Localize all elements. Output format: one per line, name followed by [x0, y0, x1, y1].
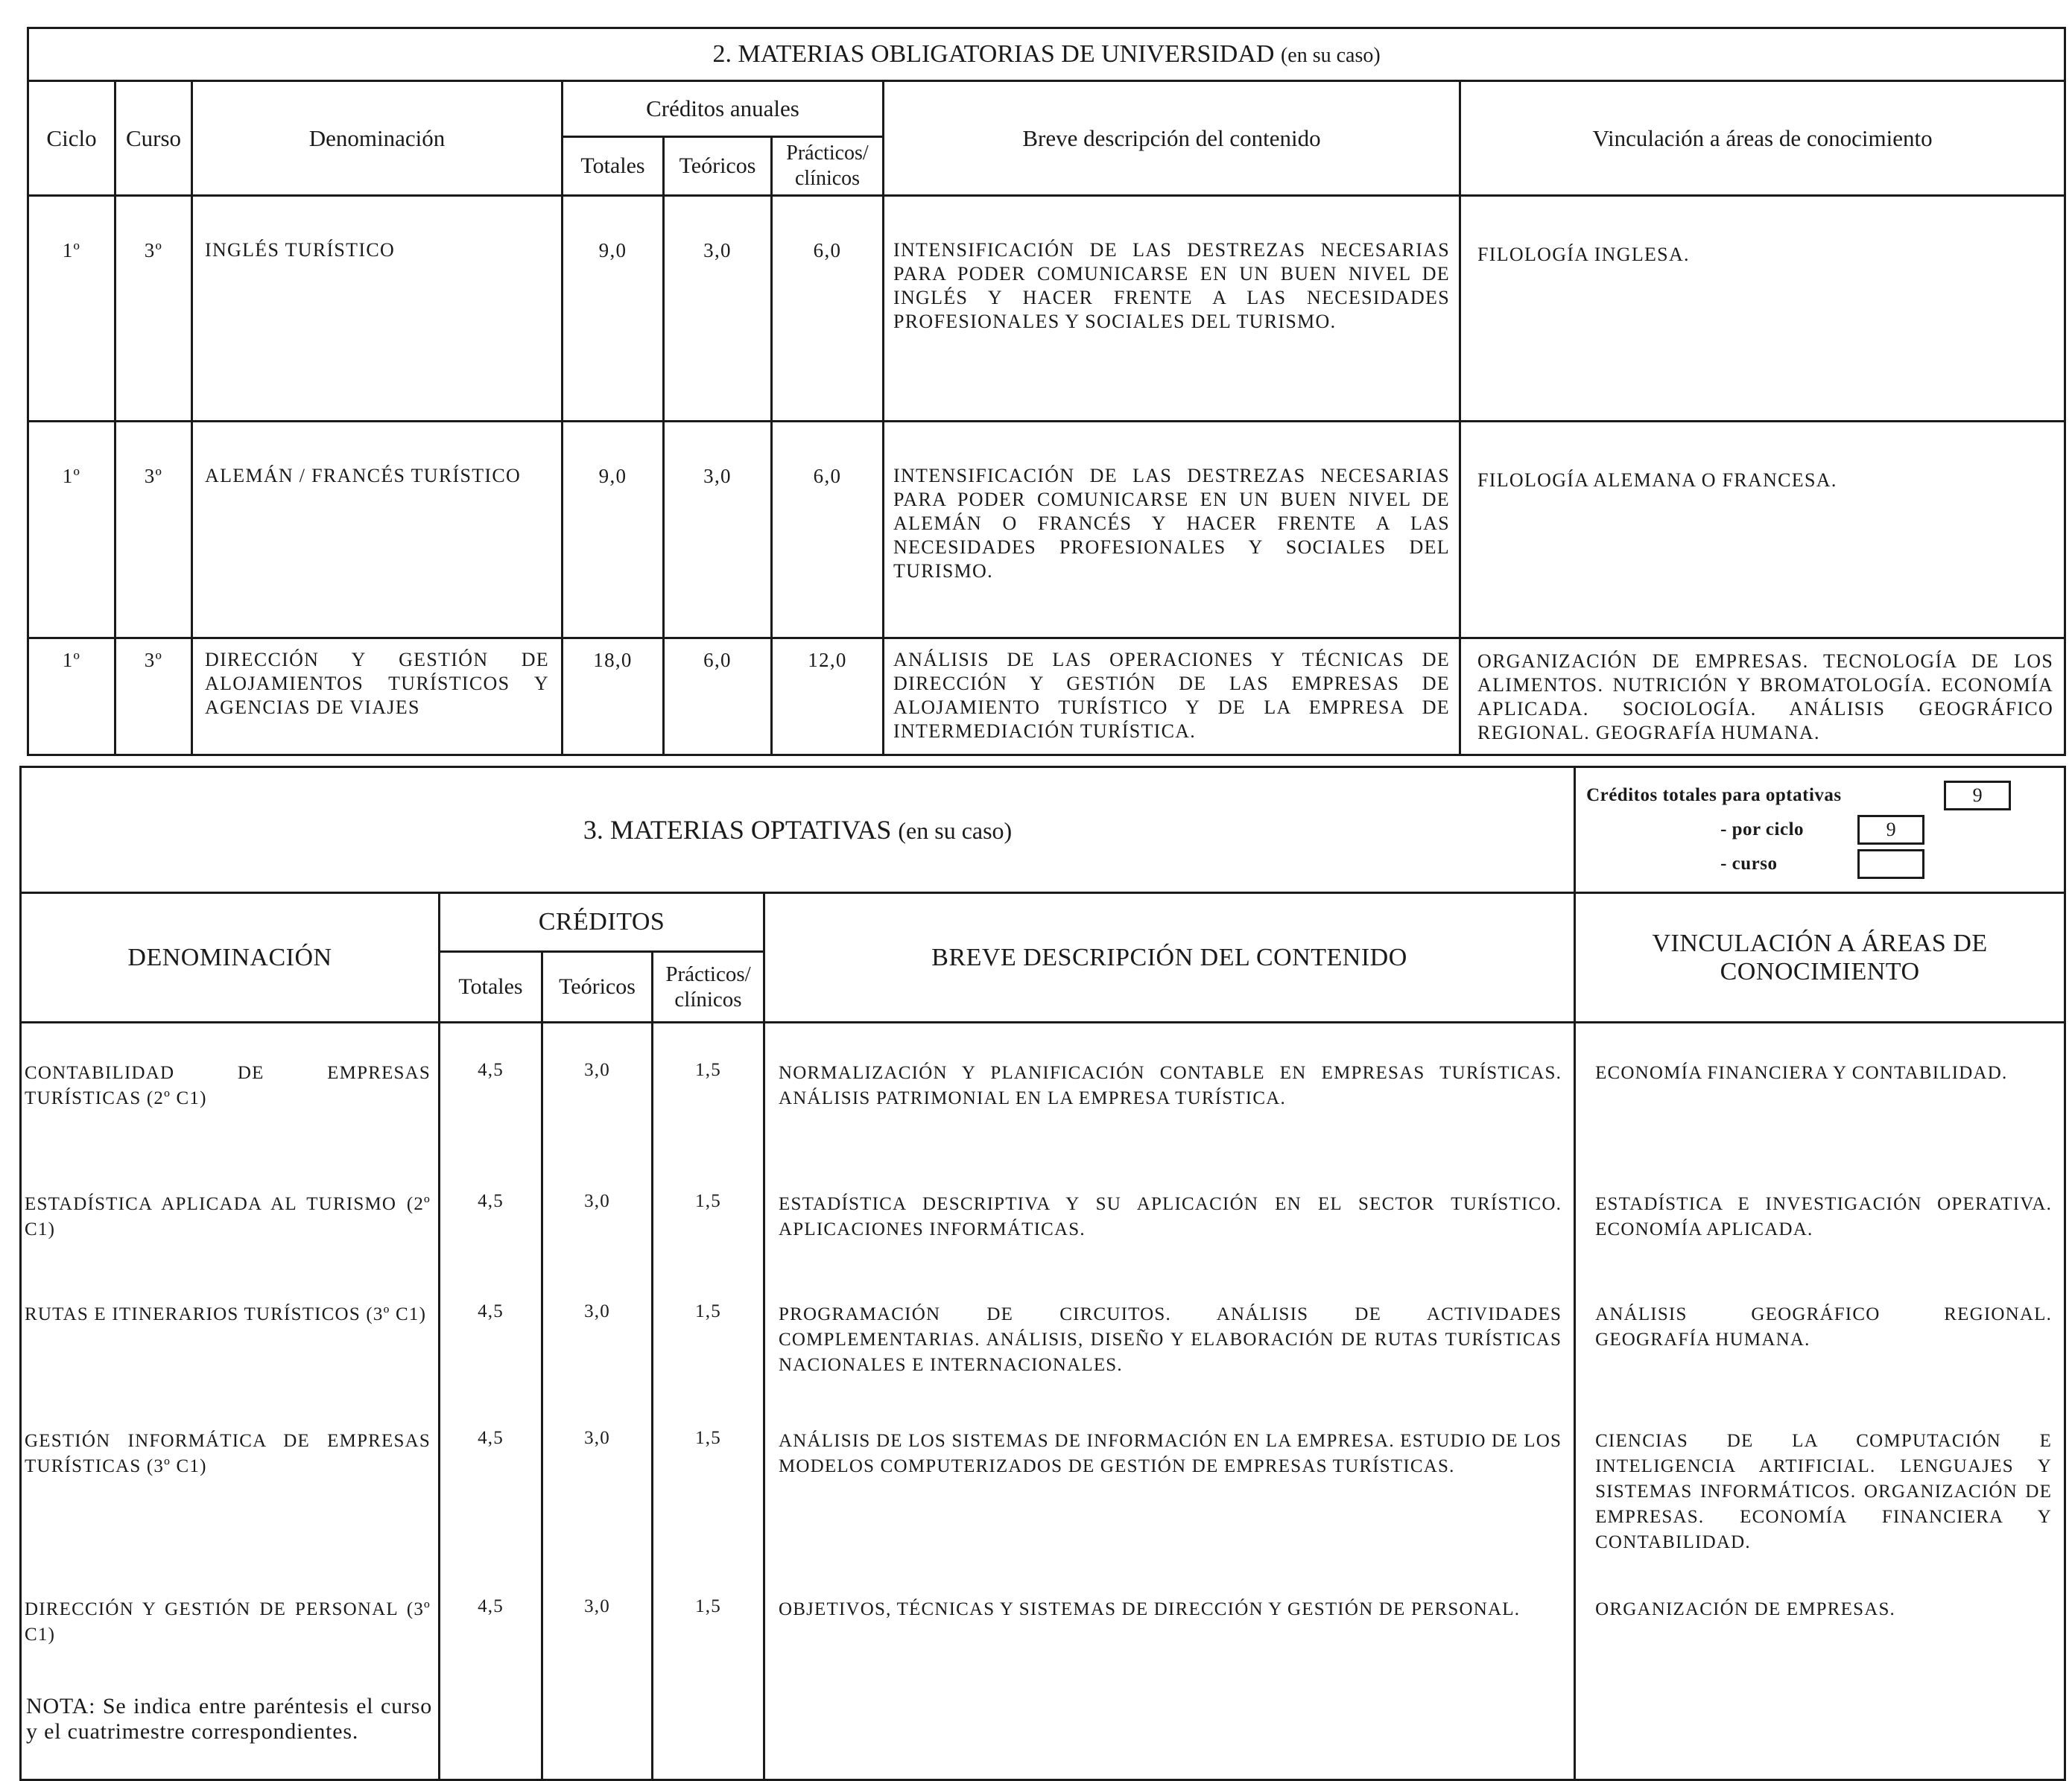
table-row: [21, 1186, 2065, 1296]
denominacion-cell: ALEMÁN / FRANCÉS TURÍSTICO: [192, 422, 563, 638]
descripcion-cell: NORMALIZACIÓN Y PLANIFICACIÓN CONTABLE EN EMPRESAS TURÍSTICAS. ANÁLISIS PATRIMONIAL EN LA EMPRESA TURÍSTICA.: [764, 1023, 1575, 1187]
ciclo-cell: 1º: [28, 196, 115, 422]
denominacion-cell: CONTABILIDAD DE EMPRESAS TURÍSTICAS (2º C1): [21, 1023, 440, 1187]
creditos-totales-label: Créditos totales para optativas: [1586, 785, 1842, 805]
descripcion-cell: ANÁLISIS DE LOS SISTEMAS DE INFORMACIÓN EN LA EMPRESA. ESTUDIO DE LOS MODELOS COMPUTERIZADOS DE GESTIÓN DE EMPRESAS TURÍSTICAS.: [764, 1423, 1575, 1591]
table-row: [21, 1423, 2065, 1591]
denominacion-cell: DIRECCIÓN Y GESTIÓN DE ALOJAMIENTOS TURÍSTICOS Y AGENCIAS DE VIAJES: [192, 638, 563, 755]
table-row: [21, 1591, 2065, 1686]
empty-cell: [542, 1686, 653, 1780]
header-vinculacion: Vinculación a áreas de conocimiento: [1460, 81, 2065, 196]
vinculacion-cell: FILOLOGÍA ALEMANA O FRANCESA.: [1460, 422, 2065, 638]
descripcion-cell: OBJETIVOS, TÉCNICAS Y SISTEMAS DE DIRECCIÓN Y GESTIÓN DE PERSONAL.: [764, 1591, 1575, 1686]
practicos-cell: 6,0: [772, 196, 884, 422]
header-teoricos: Teóricos: [664, 137, 772, 196]
teoricos-cell: 3,0: [542, 1591, 653, 1686]
header-denominacion: Denominación: [192, 81, 563, 196]
table-row: [28, 196, 2065, 422]
materias-obligatorias-table: [27, 27, 2066, 756]
creditos-totales-line: [1586, 778, 2053, 813]
practicos-cell: 6,0: [772, 422, 884, 638]
denominacion-cell: ESTADÍSTICA APLICADA AL TURISMO (2º C1): [21, 1186, 440, 1296]
teoricos-cell: 3,0: [664, 422, 772, 638]
vinculacion-cell: ORGANIZACIÓN DE EMPRESAS.: [1575, 1591, 2065, 1686]
empty-cell: [440, 1686, 542, 1780]
vinculacion-cell: CIENCIAS DE LA COMPUTACIÓN E INTELIGENCIA ARTIFICIAL. LENGUAJES Y SISTEMAS INFORMÁTICOS. ORGANIZACIÓN DE EMPRESAS. ECONOMÍA FINANCIERA Y CONTABILIDAD.: [1575, 1423, 2065, 1591]
descripcion-cell: INTENSIFICACIÓN DE LAS DESTREZAS NECESARIAS PARA PODER COMUNICARSE EN UN BUEN NIVEL DE INGLÉS Y HACER FRENTE A LAS NECESIDADES PROFESIONALES Y SOCIALES DEL TURISMO.: [884, 196, 1460, 422]
vinculacion-cell: ECONOMÍA FINANCIERA Y CONTABILIDAD.: [1575, 1023, 2065, 1187]
teoricos-cell: 6,0: [664, 638, 772, 755]
practicos-cell: 1,5: [653, 1591, 764, 1686]
header-totales: Totales: [440, 952, 542, 1023]
denominacion-cell: GESTIÓN INFORMÁTICA DE EMPRESAS TURÍSTICAS (3º C1): [21, 1423, 440, 1591]
header-creditos: CRÉDITOS: [440, 893, 764, 952]
por-ciclo-line: [1586, 813, 2053, 847]
practicos-cell: 1,5: [653, 1186, 764, 1296]
header-curso: Curso: [115, 81, 192, 196]
totales-cell: 9,0: [563, 196, 664, 422]
table-row: [28, 422, 2065, 638]
por-ciclo-value: 9: [1857, 815, 1924, 845]
totales-cell: 9,0: [563, 422, 664, 638]
obligatorias-title-suffix: (en su caso): [1280, 44, 1381, 67]
optativas-title: [21, 767, 1575, 893]
totales-cell: 18,0: [563, 638, 664, 755]
nota-row: [21, 1686, 2065, 1780]
curso-label: - curso: [1720, 854, 1778, 874]
vinculacion-cell: ESTADÍSTICA E INVESTIGACIÓN OPERATIVA. ECONOMÍA APLICADA.: [1575, 1186, 2065, 1296]
header-descripcion: BREVE DESCRIPCIÓN DEL CONTENIDO: [764, 893, 1575, 1023]
totales-cell: 4,5: [440, 1591, 542, 1686]
vinculacion-cell: ANÁLISIS GEOGRÁFICO REGIONAL. GEOGRAFÍA HUMANA.: [1575, 1296, 2065, 1423]
obligatorias-title: [28, 28, 2065, 81]
denominacion-cell: DIRECCIÓN Y GESTIÓN DE PERSONAL (3º C1): [21, 1591, 440, 1686]
header-creditos-anuales: Créditos anuales: [563, 81, 884, 137]
practicos-cell: 1,5: [653, 1023, 764, 1187]
curso-cell: 3º: [115, 422, 192, 638]
empty-cell: [1575, 1686, 2065, 1780]
header-practicos: Prácticos/ clínicos: [772, 137, 884, 196]
optativas-title-suffix: (en su caso): [898, 817, 1013, 844]
creditos-totales-value: 9: [1944, 781, 2011, 810]
header-descripcion: Breve descripción del contenido: [884, 81, 1460, 196]
header-practicos: Prácticos/ clínicos: [653, 952, 764, 1023]
teoricos-cell: 3,0: [542, 1296, 653, 1423]
curso-line: [1586, 847, 2053, 881]
descripcion-cell: ESTADÍSTICA DESCRIPTIVA Y SU APLICACIÓN EN EL SECTOR TURÍSTICO. APLICACIONES INFORMÁTICAS.: [764, 1186, 1575, 1296]
totales-cell: 4,5: [440, 1423, 542, 1591]
header-vinculacion: VINCULACIÓN A ÁREAS DE CONOCIMIENTO: [1575, 893, 2065, 1023]
curso-value: [1857, 849, 1924, 879]
ciclo-cell: 1º: [28, 638, 115, 755]
por-ciclo-label: - por ciclo: [1720, 819, 1805, 839]
obligatorias-title-text: 2. MATERIAS OBLIGATORIAS DE UNIVERSIDAD: [712, 40, 1275, 68]
descripcion-cell: PROGRAMACIÓN DE CIRCUITOS. ANÁLISIS DE ACTIVIDADES COMPLEMENTARIAS. ANÁLISIS, DISEÑO Y ELABORACIÓN DE RUTAS TURÍSTICAS NACIONALES E INTERNACIONALES.: [764, 1296, 1575, 1423]
practicos-cell: 1,5: [653, 1423, 764, 1591]
header-totales: Totales: [563, 137, 664, 196]
descripcion-cell: INTENSIFICACIÓN DE LAS DESTREZAS NECESARIAS PARA PODER COMUNICARSE EN UN BUEN NIVEL DE ALEMÁN O FRANCÉS Y HACER FRENTE A LAS NECESIDADES PROFESIONALES Y SOCIALES DEL TURISMO.: [884, 422, 1460, 638]
vinculacion-cell: ORGANIZACIÓN DE EMPRESAS. TECNOLOGÍA DE LOS ALIMENTOS. NUTRICIÓN Y BROMATOLOGÍA. ECONOMÍA APLICADA. SOCIOLOGÍA. ANÁLISIS GEOGRÁFICO REGIONAL. GEOGRAFÍA HUMANA.: [1460, 638, 2065, 755]
teoricos-cell: 3,0: [542, 1023, 653, 1187]
header-denominacion: DENOMINACIÓN: [21, 893, 440, 1023]
totales-cell: 4,5: [440, 1186, 542, 1296]
teoricos-cell: 3,0: [542, 1423, 653, 1591]
denominacion-cell: INGLÉS TURÍSTICO: [192, 196, 563, 422]
ciclo-cell: 1º: [28, 422, 115, 638]
curso-cell: 3º: [115, 196, 192, 422]
table-row: [28, 638, 2065, 755]
curso-cell: 3º: [115, 638, 192, 755]
header-ciclo: Ciclo: [28, 81, 115, 196]
teoricos-cell: 3,0: [542, 1186, 653, 1296]
teoricos-cell: 3,0: [664, 196, 772, 422]
nota-text: NOTA: Se indica entre paréntesis el curso y el cuatrimestre correspondientes.: [21, 1686, 440, 1780]
header-teoricos: Teóricos: [542, 952, 653, 1023]
creditos-optativas-box: [1575, 767, 2065, 893]
empty-cell: [653, 1686, 764, 1780]
descripcion-cell: ANÁLISIS DE LAS OPERACIONES Y TÉCNICAS DE DIRECCIÓN Y GESTIÓN DE LAS EMPRESAS DE ALOJAMIENTO TURÍSTICO Y DE LA EMPRESA DE INTERMEDIACIÓN TURÍSTICA.: [884, 638, 1460, 755]
materias-optativas-table: [19, 766, 2066, 1781]
practicos-cell: 12,0: [772, 638, 884, 755]
denominacion-cell: RUTAS E ITINERARIOS TURÍSTICOS (3º C1): [21, 1296, 440, 1423]
empty-cell: [764, 1686, 1575, 1780]
optativas-title-text: 3. MATERIAS OPTATIVAS: [583, 815, 892, 845]
table-row: [21, 1023, 2065, 1187]
totales-cell: 4,5: [440, 1023, 542, 1187]
table-row: [21, 1296, 2065, 1423]
vinculacion-cell: FILOLOGÍA INGLESA.: [1460, 196, 2065, 422]
practicos-cell: 1,5: [653, 1296, 764, 1423]
totales-cell: 4,5: [440, 1296, 542, 1423]
